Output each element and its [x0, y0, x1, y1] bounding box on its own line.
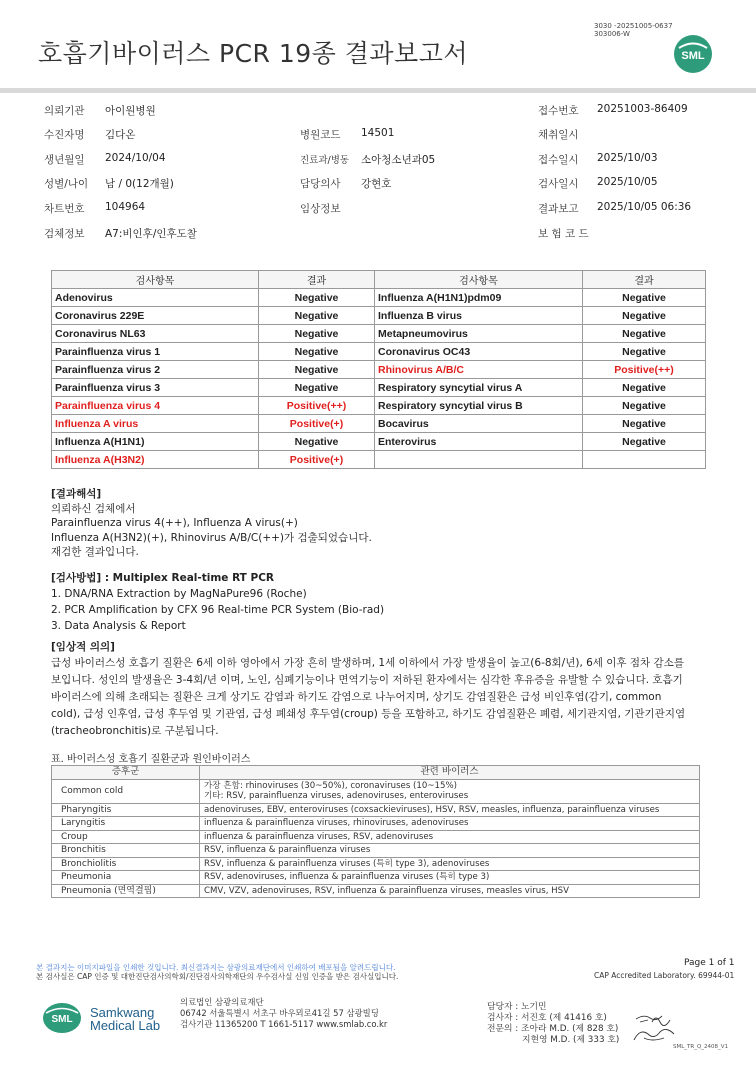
result-row	[52, 379, 706, 397]
test-item-name: Bocavirus	[375, 415, 583, 433]
test-result-value: Positive(+)	[259, 415, 375, 433]
collection-date-label: 채취일시	[538, 129, 579, 141]
syndrome-name: Bronchiolitis	[52, 857, 200, 871]
clinical-significance-text: 급성 바이러스성 호흡기 질환은 6세 이하 영아에서 가장 흔히 발생하며, 1세 이하에서 가장 발생율이 높고(6-8회/년), 6세 이후 점차 감소를 보입니다. 성인의 발생율은 3-4회/년 이며, 노인, 심폐기능이나 면역기능이 저하된 환자에서는 심각한 후유증을 유발할 수 있습니다. 호흡기 바이러스에 의해 초래되는 질환은 크게 상기도 감염과 하기도 감염으로 나누어지며, 상기도 감염질환은 급성 비인후염(감기, common cold), 급성 인후염, 급성 후두염 및 기관염, 급성 폐쇄성 후두염(croup) 등을 포함하고, 하기도 감염질환은 폐렴, 세기관지염, 기관기관지염(tracheobronchitis)로 구분됩니다.	[51, 656, 686, 737]
syndrome-name: Bronchitis	[52, 844, 200, 858]
specimen-value: A7:비인후/인후도찰	[105, 228, 197, 240]
test-item-name: Adenovirus	[52, 289, 259, 307]
test-result-value: Positive(++)	[259, 397, 375, 415]
test-result-value: Negative	[583, 343, 706, 361]
brand-name	[90, 1006, 160, 1032]
test-result-value: Negative	[259, 343, 375, 361]
chart-no-label: 차트번호	[44, 203, 85, 215]
result-row	[52, 451, 706, 469]
report-title: 호흡기바이러스 PCR 19종 결과보고서	[38, 39, 469, 68]
interpretation-section	[51, 487, 372, 560]
col-header-item-left: 검사항목	[52, 271, 259, 289]
interpretation-line: 재검한 결과입니다.	[51, 546, 139, 558]
staff-line: 담당자 : 노기민	[487, 1002, 547, 1012]
sex-age-value: 남 / 0(12개월)	[105, 178, 174, 190]
chart-no-value: 104964	[105, 201, 146, 213]
test-item-name: Influenza A virus	[52, 415, 259, 433]
institution-value: 아이원병원	[105, 105, 156, 117]
related-viruses: 가장 흔함: rhinoviruses (30~50%), coronaviruses (10~15%) 기타: RSV, parainfluenza viruses, adenoviruses, enteroviruses	[200, 779, 700, 803]
test-item-name	[375, 451, 583, 469]
test-result-value: Positive(++)	[583, 361, 706, 379]
cap-accreditation: CAP Accredited Laboratory. 69944-01	[594, 971, 735, 980]
test-item-name: Influenza A(H3N2)	[52, 451, 259, 469]
virus-table-header-row	[52, 766, 700, 780]
test-item-name: Coronavirus NL63	[52, 325, 259, 343]
doctor-label: 담당의사	[300, 178, 341, 190]
syndrome-row	[52, 779, 700, 803]
staff-block	[487, 1002, 619, 1046]
birth-label: 생년월일	[44, 154, 85, 166]
result-row	[52, 343, 706, 361]
test-result-value: Negative	[583, 415, 706, 433]
samkwang-logo	[42, 1002, 82, 1034]
method-section	[51, 570, 384, 634]
brand-line-2: Medical Lab	[90, 1018, 161, 1033]
syndrome-name: Croup	[52, 830, 200, 844]
test-item-name: Coronavirus 229E	[52, 307, 259, 325]
related-viruses: RSV, adenoviruses, influenza & parainfluenza viruses (특히 type 3)	[200, 871, 700, 885]
syndrome-row	[52, 871, 700, 885]
test-result-value: Negative	[259, 361, 375, 379]
result-row	[52, 361, 706, 379]
col-header-syndrome: 증후군	[52, 766, 200, 780]
related-viruses: RSV, influenza & parainfluenza viruses (특히 type 3), adenoviruses	[200, 857, 700, 871]
institution-address: 06742 서울특별시 서초구 바우뫼로41길 57 삼광빌딩	[180, 1008, 379, 1018]
test-result-value: Negative	[583, 307, 706, 325]
test-result-value: Negative	[259, 379, 375, 397]
report-date-label: 결과보고	[538, 203, 579, 215]
clinical-significance-section	[51, 640, 691, 740]
test-item-name: Rhinovirus A/B/C	[375, 361, 583, 379]
related-viruses: adenoviruses, EBV, enteroviruses (coxsackieviruses), HSV, RSV, measles, influenza, parainfluenza viruses	[200, 803, 700, 817]
related-viruses: influenza & parainfluenza viruses, rhinoviruses, adenoviruses	[200, 817, 700, 831]
test-result-value: Negative	[259, 307, 375, 325]
result-row	[52, 325, 706, 343]
syndrome-row	[52, 830, 700, 844]
result-row	[52, 307, 706, 325]
test-item-name: Respiratory syncytial virus B	[375, 397, 583, 415]
test-item-name: Influenza A(H1N1)	[52, 433, 259, 451]
results-header-row	[52, 271, 706, 289]
sex-age-label: 성별/나이	[44, 178, 89, 190]
test-item-name: Parainfluenza virus 1	[52, 343, 259, 361]
test-date-label: 검사일시	[538, 178, 579, 190]
interpretation-title: [결과해석]	[51, 488, 102, 500]
virus-table-body	[52, 779, 700, 898]
report-date-value: 2025/10/05 06:36	[597, 201, 692, 213]
result-row	[52, 433, 706, 451]
specimen-label: 검체정보	[44, 228, 85, 240]
test-result-value: Negative	[259, 433, 375, 451]
receipt-date-value: 2025/10/03	[597, 152, 658, 164]
test-item-name: Parainfluenza virus 2	[52, 361, 259, 379]
test-result-value: Negative	[259, 289, 375, 307]
syndrome-name: Common cold	[52, 779, 200, 803]
method-line: 1. DNA/RNA Extraction by MagNaPure96 (Roche)	[51, 588, 307, 600]
syndrome-name: Pneumonia	[52, 871, 200, 885]
signature-image	[630, 1010, 680, 1046]
test-result-value: Negative	[583, 379, 706, 397]
institution-label: 의뢰기관	[44, 105, 85, 117]
results-body	[52, 289, 706, 469]
page-number: Page 1 of 1	[684, 958, 735, 968]
syndrome-name: Laryngitis	[52, 817, 200, 831]
syndrome-row	[52, 844, 700, 858]
receipt-date-label: 접수일시	[538, 154, 579, 166]
document-code: SML_TR_Q_2408_V1	[673, 1044, 729, 1050]
test-result-value: Negative	[583, 325, 706, 343]
syndrome-row	[52, 817, 700, 831]
interpretation-line: Parainfluenza virus 4(++), Influenza A virus(+)	[51, 517, 298, 529]
institution-contact: 검사기관 11365200 T 1661-5117 www.smlab.co.kr	[180, 1019, 388, 1029]
birth-value: 2024/10/04	[105, 152, 166, 164]
test-item-name: Respiratory syncytial virus A	[375, 379, 583, 397]
result-row	[52, 397, 706, 415]
name-label: 수진자명	[44, 129, 85, 141]
related-viruses: RSV, influenza & parainfluenza viruses	[200, 844, 700, 858]
brand-line-1: Samkwang	[90, 1005, 155, 1020]
syndrome-name: Pharyngitis	[52, 803, 200, 817]
results-table	[51, 270, 706, 469]
related-viruses: influenza & parainfluenza viruses, RSV, adenoviruses	[200, 830, 700, 844]
virus-table-caption: 표. 바이러스성 호흡기 질환군과 원인바이러스	[51, 754, 251, 765]
insurance-label: 보 험 코 드	[538, 228, 589, 240]
virus-syndrome-table	[51, 765, 700, 898]
accreditation-notice: 본 검사실은 CAP 인증 및 대한진단검사의학회/진단검사의학재단의 우수검사실 신임 인증을 받은 검사실입니다.	[36, 972, 399, 981]
test-result-value	[583, 451, 706, 469]
dept-label: 진료과/병동	[300, 155, 350, 166]
doctor-value: 강현호	[361, 178, 392, 190]
test-item-name: Influenza A(H1N1)pdm09	[375, 289, 583, 307]
test-item-name: Enterovirus	[375, 433, 583, 451]
image-print-notice: 본 결과지는 이미지파일을 인쇄한 것입니다. 최신결과지는 삼광의료재단에서 인쇄하여 배포됨을 알려드립니다.	[36, 963, 396, 972]
test-date-value: 2025/10/05	[597, 176, 658, 188]
staff-line: 검사자 : 서진호 (제 41416 호)	[487, 1013, 607, 1023]
syndrome-row	[52, 857, 700, 871]
test-result-value: Positive(+)	[259, 451, 375, 469]
name-value: 김다온	[105, 129, 136, 141]
method-line: 3. Data Analysis & Report	[51, 620, 186, 632]
test-item-name: Parainfluenza virus 4	[52, 397, 259, 415]
report-codes	[594, 22, 673, 38]
institution-name: 의료법인 삼광의료재단	[180, 997, 264, 1007]
header-divider	[0, 88, 756, 93]
clinical-info-label: 임상정보	[300, 203, 341, 215]
interpretation-line: Influenza A(H3N2)(+), Rhinovirus A/B/C(++)가 검출되었습니다.	[51, 531, 372, 544]
sml-logo-text: SML	[681, 50, 705, 62]
test-result-value: Negative	[259, 325, 375, 343]
report-code-1: 3030 -20251005-0637	[594, 22, 673, 30]
test-result-value: Negative	[583, 289, 706, 307]
result-row	[52, 415, 706, 433]
staff-line: 지현영 M.D. (제 333 호)	[522, 1035, 620, 1045]
col-header-result-right: 결과	[583, 271, 706, 289]
syndrome-name: Pneumonia (면역결핍)	[52, 884, 200, 898]
syndrome-row	[52, 884, 700, 898]
method-line: 2. PCR Amplification by CFX 96 Real-time PCR System (Bio-rad)	[51, 604, 385, 616]
method-title: [검사방법] : Multiplex Real-time RT PCR	[51, 572, 274, 584]
test-item-name: Coronavirus OC43	[375, 343, 583, 361]
institution-block	[180, 997, 387, 1030]
receipt-no-label: 접수번호	[538, 105, 579, 117]
col-header-related-virus: 관련 바이러스	[200, 766, 700, 780]
hospital-code-label: 병원코드	[300, 129, 341, 141]
report-code-2: 303006-W	[594, 30, 630, 38]
col-header-result-left: 결과	[259, 271, 375, 289]
sml-logo	[672, 33, 714, 75]
samkwang-logo-text: SML	[51, 1014, 73, 1025]
test-item-name: Influenza B virus	[375, 307, 583, 325]
related-viruses: CMV, VZV, adenoviruses, RSV, influenza & parainfluenza viruses, measles virus, HSV	[200, 884, 700, 898]
dept-value: 소아청소년과05	[361, 154, 436, 166]
test-item-name: Metapneumovirus	[375, 325, 583, 343]
test-result-value: Negative	[583, 433, 706, 451]
hospital-code-value: 14501	[361, 127, 395, 139]
result-row	[52, 289, 706, 307]
test-result-value: Negative	[583, 397, 706, 415]
interpretation-line: 의뢰하신 검체에서	[51, 502, 136, 515]
col-header-item-right: 검사항목	[375, 271, 583, 289]
receipt-no-value: 20251003-86409	[597, 103, 688, 115]
test-item-name: Parainfluenza virus 3	[52, 379, 259, 397]
clinical-significance-title: [임상적 의의]	[51, 641, 115, 653]
syndrome-row	[52, 803, 700, 817]
staff-line: 전문의 : 조아라 M.D. (제 828 호)	[487, 1024, 619, 1034]
